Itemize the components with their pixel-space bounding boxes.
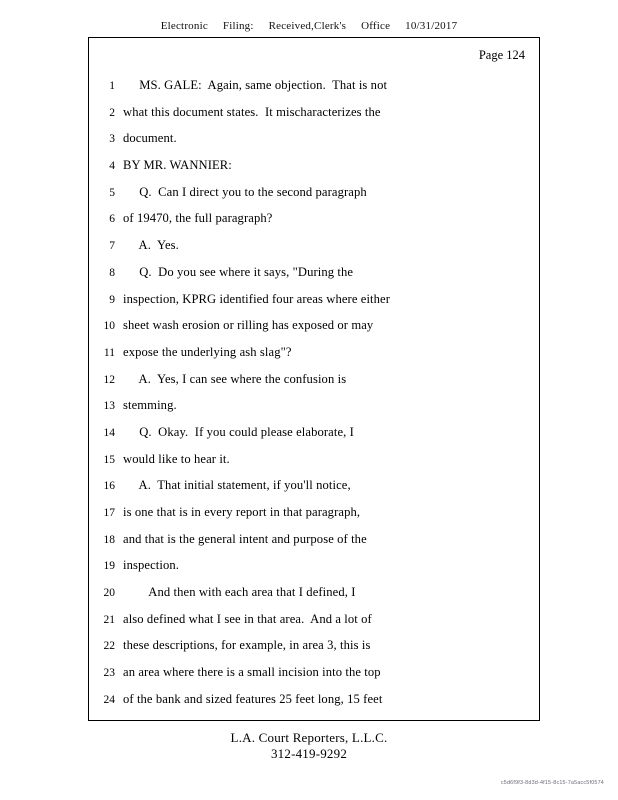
line-number: 19 [103,560,115,573]
transcript-frame [88,37,540,721]
line-number: 6 [109,213,115,226]
transcript-line [89,78,539,105]
line-number: 10 [103,320,115,333]
transcript-line [89,585,539,612]
line-text: what this document states. It mischaracterizes the [123,104,381,119]
line-number: 11 [103,346,115,359]
line-text: of the bank and sized features 25 feet long, 15 feet [123,691,383,706]
line-text: expose the underlying ash slag"? [123,344,292,359]
transcript-line [89,131,539,158]
transcript-line [89,558,539,585]
line-text: would like to hear it. [123,451,230,466]
line-number: 17 [103,507,115,519]
line-number: 22 [103,640,115,653]
line-text: Q. Can I direct you to the second paragraph [123,184,367,199]
line-text: an area where there is a small incision into the top [123,665,381,680]
line-text: is one that is in every report in that paragraph, [123,505,361,519]
line-text: A. Yes, I can see where the confusion is [123,371,347,386]
line-number: 7 [109,240,115,253]
line-text: A. Yes. [123,238,179,253]
line-text: Q. Do you see where it says, "During the [123,264,354,279]
line-text: also defined what I see in that area. And a lot of [123,611,372,626]
line-number: 5 [109,186,115,199]
transcript-line [89,612,539,639]
line-text: document. [123,131,177,146]
transcript-line [89,692,539,719]
line-text: sheet wash erosion or rilling has exposed or may [123,318,374,333]
transcript-line [89,158,539,185]
page-number: Page 124 [478,48,525,62]
line-number: 18 [103,533,115,546]
line-text: inspection. [123,558,180,573]
transcript-line [89,452,539,479]
transcript-line [89,238,539,265]
transcript-line [89,211,539,238]
line-number: 21 [103,613,115,626]
line-number: 13 [103,400,115,413]
transcript-line [89,532,539,559]
line-text: inspection, KPRG identified four areas where either [123,291,391,306]
transcript-line [89,425,539,452]
transcript-line [89,398,539,425]
line-number: 23 [103,667,115,680]
filing-stamp-part-0: Electronic [160,20,208,32]
line-number: 12 [103,373,115,386]
page-footer [0,730,618,762]
transcript-line [89,292,539,319]
line-text: BY MR. WANNIER: [123,158,232,173]
transcript-line [89,318,539,345]
line-number: 20 [103,587,115,600]
transcript-line [89,505,539,532]
reporter-company: L.A. Court Reporters, L.L.C. [230,730,388,745]
line-text: MS. GALE: Again, same objection. That is not [123,78,388,92]
transcript-line [89,105,539,132]
line-number: 8 [109,266,115,279]
filing-stamp [0,20,618,32]
filing-stamp-part-4: 10/31/2017 [405,20,458,32]
line-text: And then with each area that I defined, I [123,585,356,600]
transcript-line [89,372,539,399]
line-number: 16 [103,480,115,493]
line-text: and that is the general intent and purpose of the [123,531,367,546]
transcript-line [89,265,539,292]
reporter-phone: 312-419-9292 [270,746,348,761]
transcript-line [89,665,539,692]
transcript-lines [89,78,539,719]
transcript-line [89,478,539,505]
filing-stamp-part-1: Filing: [222,20,254,32]
line-text: Q. Okay. If you could please elaborate, I [123,424,354,439]
filing-stamp-part-2: Received,Clerk's [268,20,347,32]
line-number: 24 [103,693,115,706]
line-number: 15 [103,453,115,466]
line-number: 4 [109,160,115,173]
line-number: 14 [103,426,115,439]
transcript-line [89,185,539,212]
line-number: 1 [109,80,115,92]
document-id: c5d6f9f3-8d3d-4f15-8c15-7a5acc5f0574 [500,780,604,786]
transcript-line [89,638,539,665]
filing-stamp-part-3: Office [361,20,391,32]
line-text: these descriptions, for example, in area 3, this is [123,638,371,653]
line-number: 9 [109,293,115,306]
line-text: stemming. [123,398,177,413]
transcript-line [89,345,539,372]
line-text: of 19470, the full paragraph? [123,211,273,226]
line-number: 2 [109,106,115,119]
line-number: 3 [109,133,115,146]
line-text: A. That initial statement, if you'll notice, [123,478,351,493]
